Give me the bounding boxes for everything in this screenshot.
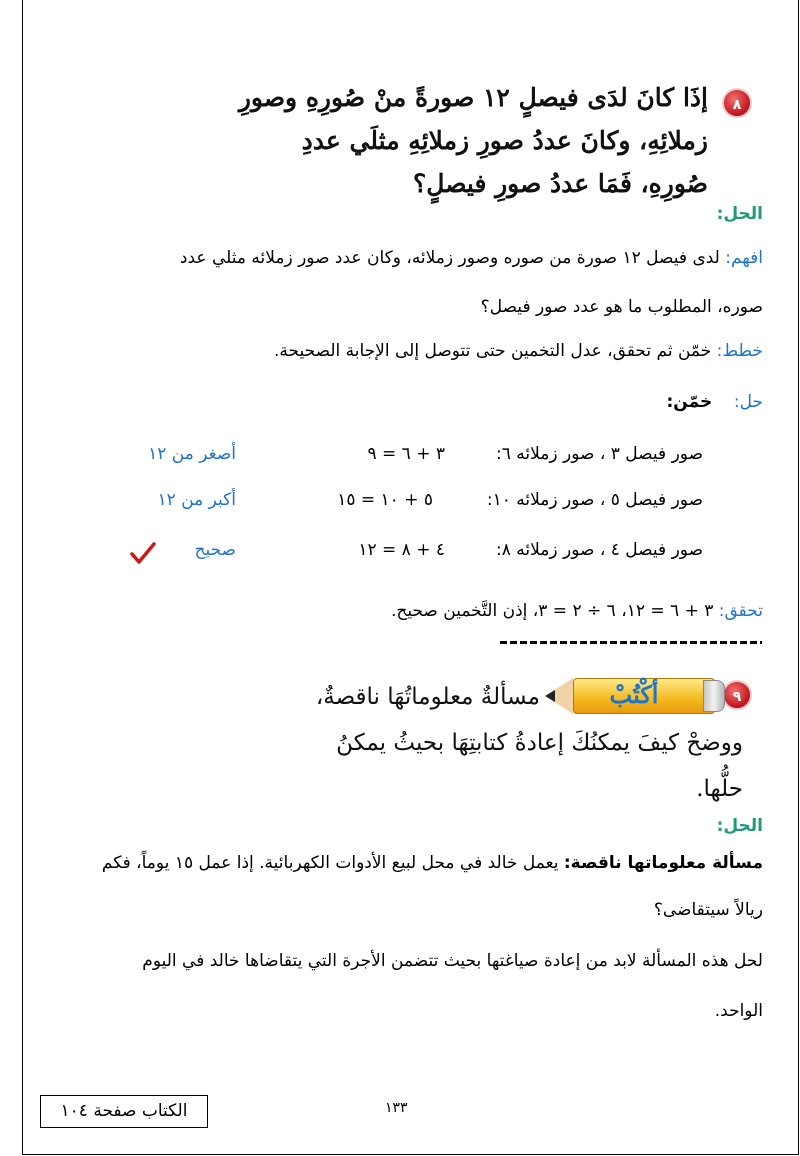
book-reference-box xyxy=(40,1095,208,1128)
plan-text: خمّن ثم تحقق، عدل التخمين حتى تتوصل إلى الإجابة الصحيحة. xyxy=(273,341,712,361)
problem-8-line-2: زملائِهِ، وكانَ عددُ صورِ زملائِهِ مثلَي عددِ xyxy=(301,126,708,155)
check-label: تحقق: xyxy=(718,601,763,621)
pencil-eraser xyxy=(703,680,725,712)
understand-line-1: لدى فيصل ١٢ صورة من صوره وصور زملائه، وكان عدد صور زملائه مثلي عدد xyxy=(179,248,720,268)
checkmark-icon xyxy=(129,540,157,566)
plan-label: خطط: xyxy=(716,341,763,361)
problem-8-number: ٨ xyxy=(732,97,742,113)
problem-9-number: ٩ xyxy=(732,689,742,705)
book-reference: الكتاب صفحة ١٠٤ xyxy=(60,1101,188,1121)
understand-label: افهم: xyxy=(725,248,763,268)
guess-1-result: أصغر من ١٢ xyxy=(148,444,236,464)
plan-paragraph xyxy=(274,333,763,369)
solve-label: حل: xyxy=(733,392,763,412)
guess-3-desc: صور فيصل ٤ ، صور زملائه ٨: xyxy=(496,540,703,560)
guess-3-equation: ٤ + ٨ = ١٢ xyxy=(358,540,445,560)
solution-label: الحل: xyxy=(716,204,763,224)
guess-label: خمّن: xyxy=(666,392,713,412)
incomplete-bold: مسألة معلوماتها ناقصة: xyxy=(563,853,763,873)
pencil-lead xyxy=(545,690,555,702)
guess-1-equation: ٣ + ٦ = ٩ xyxy=(367,444,445,464)
check-paragraph xyxy=(391,593,763,629)
problem-9-line-3: حلُّها. xyxy=(696,776,743,802)
check-text: ٣ + ٦ = ١٢، ٦ ÷ ٢ = ٣، إذن التَّخمين صحيح. xyxy=(390,601,714,621)
understand-paragraph xyxy=(180,240,763,276)
write-label: أكْتُبْ xyxy=(609,680,659,709)
problem-8-badge xyxy=(722,88,752,118)
guess-2-result: أكبر من ١٢ xyxy=(157,490,236,510)
guess-2-desc: صور فيصل ٥ ، صور زملائه ١٠: xyxy=(486,490,703,510)
incomplete-text-2: ريالاً سيتقاضى؟ xyxy=(653,900,763,920)
problem-9-line-1: مسألةٌ معلوماتُهَا ناقصةٌ، xyxy=(315,684,540,710)
problem-8-line-3: صُورِهِ، فَمَا عددُ صورِ فيصلٍ؟ xyxy=(413,169,708,198)
solution-label-2: الحل: xyxy=(716,816,763,836)
incomplete-paragraph xyxy=(102,845,763,881)
guess-2-equation: ٥ + ١٠ = ١٥ xyxy=(337,490,433,510)
guess-1-desc: صور فيصل ٣ ، صور زملائه ٦: xyxy=(496,444,703,464)
understand-line-2: صوره، المطلوب ما هو عدد صور فيصل؟ xyxy=(480,297,763,317)
dashed-divider xyxy=(500,641,762,644)
problem-8-line-1: إذَا كانَ لدَى فيصلٍ ١٢ صورةً منْ صُورِهِ وصورِ xyxy=(238,83,708,112)
guess-3-result: صحيح xyxy=(194,540,236,560)
pencil-banner xyxy=(545,676,725,716)
problem-9-line-2: ووضحْ كيفَ يمكنُكَ إعادةُ كتابتِهَا بحيثُ يمكنُ xyxy=(336,730,743,756)
page-number: ١٣٣ xyxy=(385,1100,408,1116)
conclusion-line-2: الواحد. xyxy=(714,1001,763,1021)
solve-heading xyxy=(667,384,764,420)
conclusion-line-1: لحل هذه المسألة لابد من إعادة صياغتها بحيث تتضمن الأجرة التي يتقاضاها خالد في اليوم xyxy=(142,951,763,971)
incomplete-text-1: يعمل خالد في محل لبيع الأدوات الكهربائية. إذا عمل ١٥ يوماً، فكم xyxy=(101,853,564,873)
problem-9-badge xyxy=(722,680,752,710)
